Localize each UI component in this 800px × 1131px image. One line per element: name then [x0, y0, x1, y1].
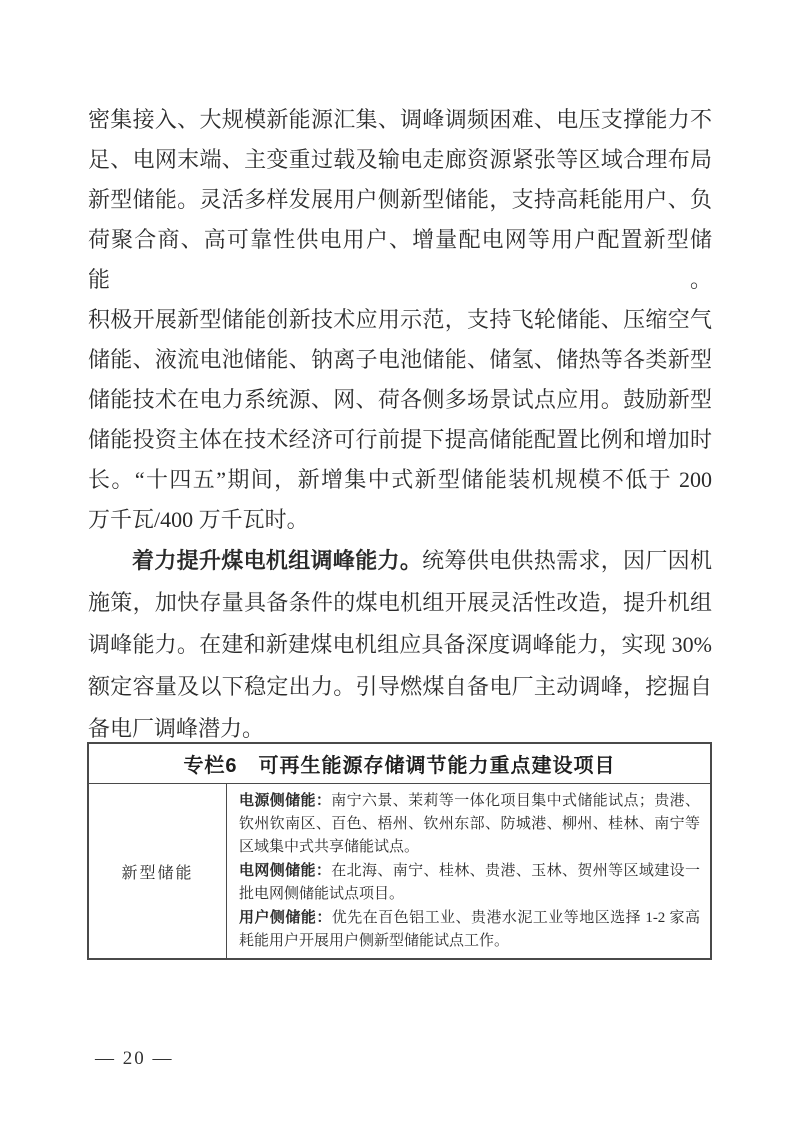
- box6-item-power-side: [239, 789, 700, 859]
- text-line: 万千瓦/400 万千瓦时。: [88, 507, 309, 532]
- box6-item-text: 南宁六景、茉莉等一体化项目集中式储能试点；贵港、钦州钦南区、百色、梧州、钦州东部、防城港、柳州、桂林、南宁等区域集中式共享储能试点。: [239, 793, 700, 855]
- text-line: 储能、液流电池储能、钠离子电池储能、储氢、储热等各类新型: [88, 347, 712, 372]
- text-line: 密集接入、大规模新能源汇集、调峰调频困难、电压支撑能力不: [88, 107, 712, 132]
- text-line: 储能技术在电力系统源、网、荷各侧多场景试点应用。鼓励新型: [88, 387, 712, 412]
- text-line: 足、电网末端、主变重过载及输电走廊资源紧张等区域合理布局: [88, 147, 712, 172]
- paragraph-lead-rest: 统筹供电供热需求，因厂因机: [422, 548, 712, 573]
- text-line: 备电厂调峰潜力。: [88, 716, 265, 741]
- body-text: [88, 100, 712, 750]
- box6-title: 专栏6 可再生能源存储调节能力重点建设项目: [89, 744, 710, 784]
- paragraph-2: [88, 540, 712, 750]
- text-line: 额定容量及以下稳定出力。引导燃煤自备电厂主动调峰，挖掘自: [88, 674, 712, 699]
- box6-row-content: [227, 784, 710, 958]
- box6-table: [87, 742, 712, 960]
- text-line: 荷聚合商、高可靠性供电用户、增量配电网等用户配置新型储能。: [88, 227, 712, 292]
- box6-item-user-side: [239, 906, 700, 953]
- text-line: 施策，加快存量具备条件的煤电机组开展灵活性改造，提升机组: [88, 590, 712, 615]
- text-line: 调峰能力。在建和新建煤电机组应具备深度调峰能力，实现 30%: [88, 632, 712, 657]
- text-line: 积极开展新型储能创新技术应用示范，支持飞轮储能、压缩空气: [88, 307, 712, 332]
- box6-item-grid-side: [239, 859, 700, 906]
- box6-item-label: 电网侧储能：: [239, 862, 332, 879]
- box6-item-label: 电源侧储能：: [239, 792, 332, 809]
- page-number: — 20 —: [95, 1048, 174, 1069]
- text-line: [88, 540, 712, 582]
- box6-item-text: 在北海、南宁、桂林、贵港、玉林、贺州等区域建设一批电网侧储能试点项目。: [239, 863, 700, 902]
- box6-item-label: 用户侧储能：: [239, 909, 332, 926]
- text-line: 长。“十四五”期间，新增集中式新型储能装机规模不低于 200: [88, 467, 712, 492]
- box6-body-row: [89, 784, 710, 958]
- paragraph-1: [88, 100, 712, 540]
- box6-item-text: 优先在百色铝工业、贵港水泥工业等地区选择 1-2 家高耗能用户开展用户侧新型储能试点工作。: [239, 910, 700, 949]
- text-line: 新型储能。灵活多样发展用户侧新型储能，支持高耗能用户、负: [88, 187, 712, 212]
- text-line: 储能投资主体在技术经济可行前提下提高储能配置比例和增加时: [88, 427, 712, 452]
- paragraph-lead-bold: 着力提升煤电机组调峰能力。: [132, 548, 423, 573]
- box6-row-label: 新型储能: [89, 784, 227, 958]
